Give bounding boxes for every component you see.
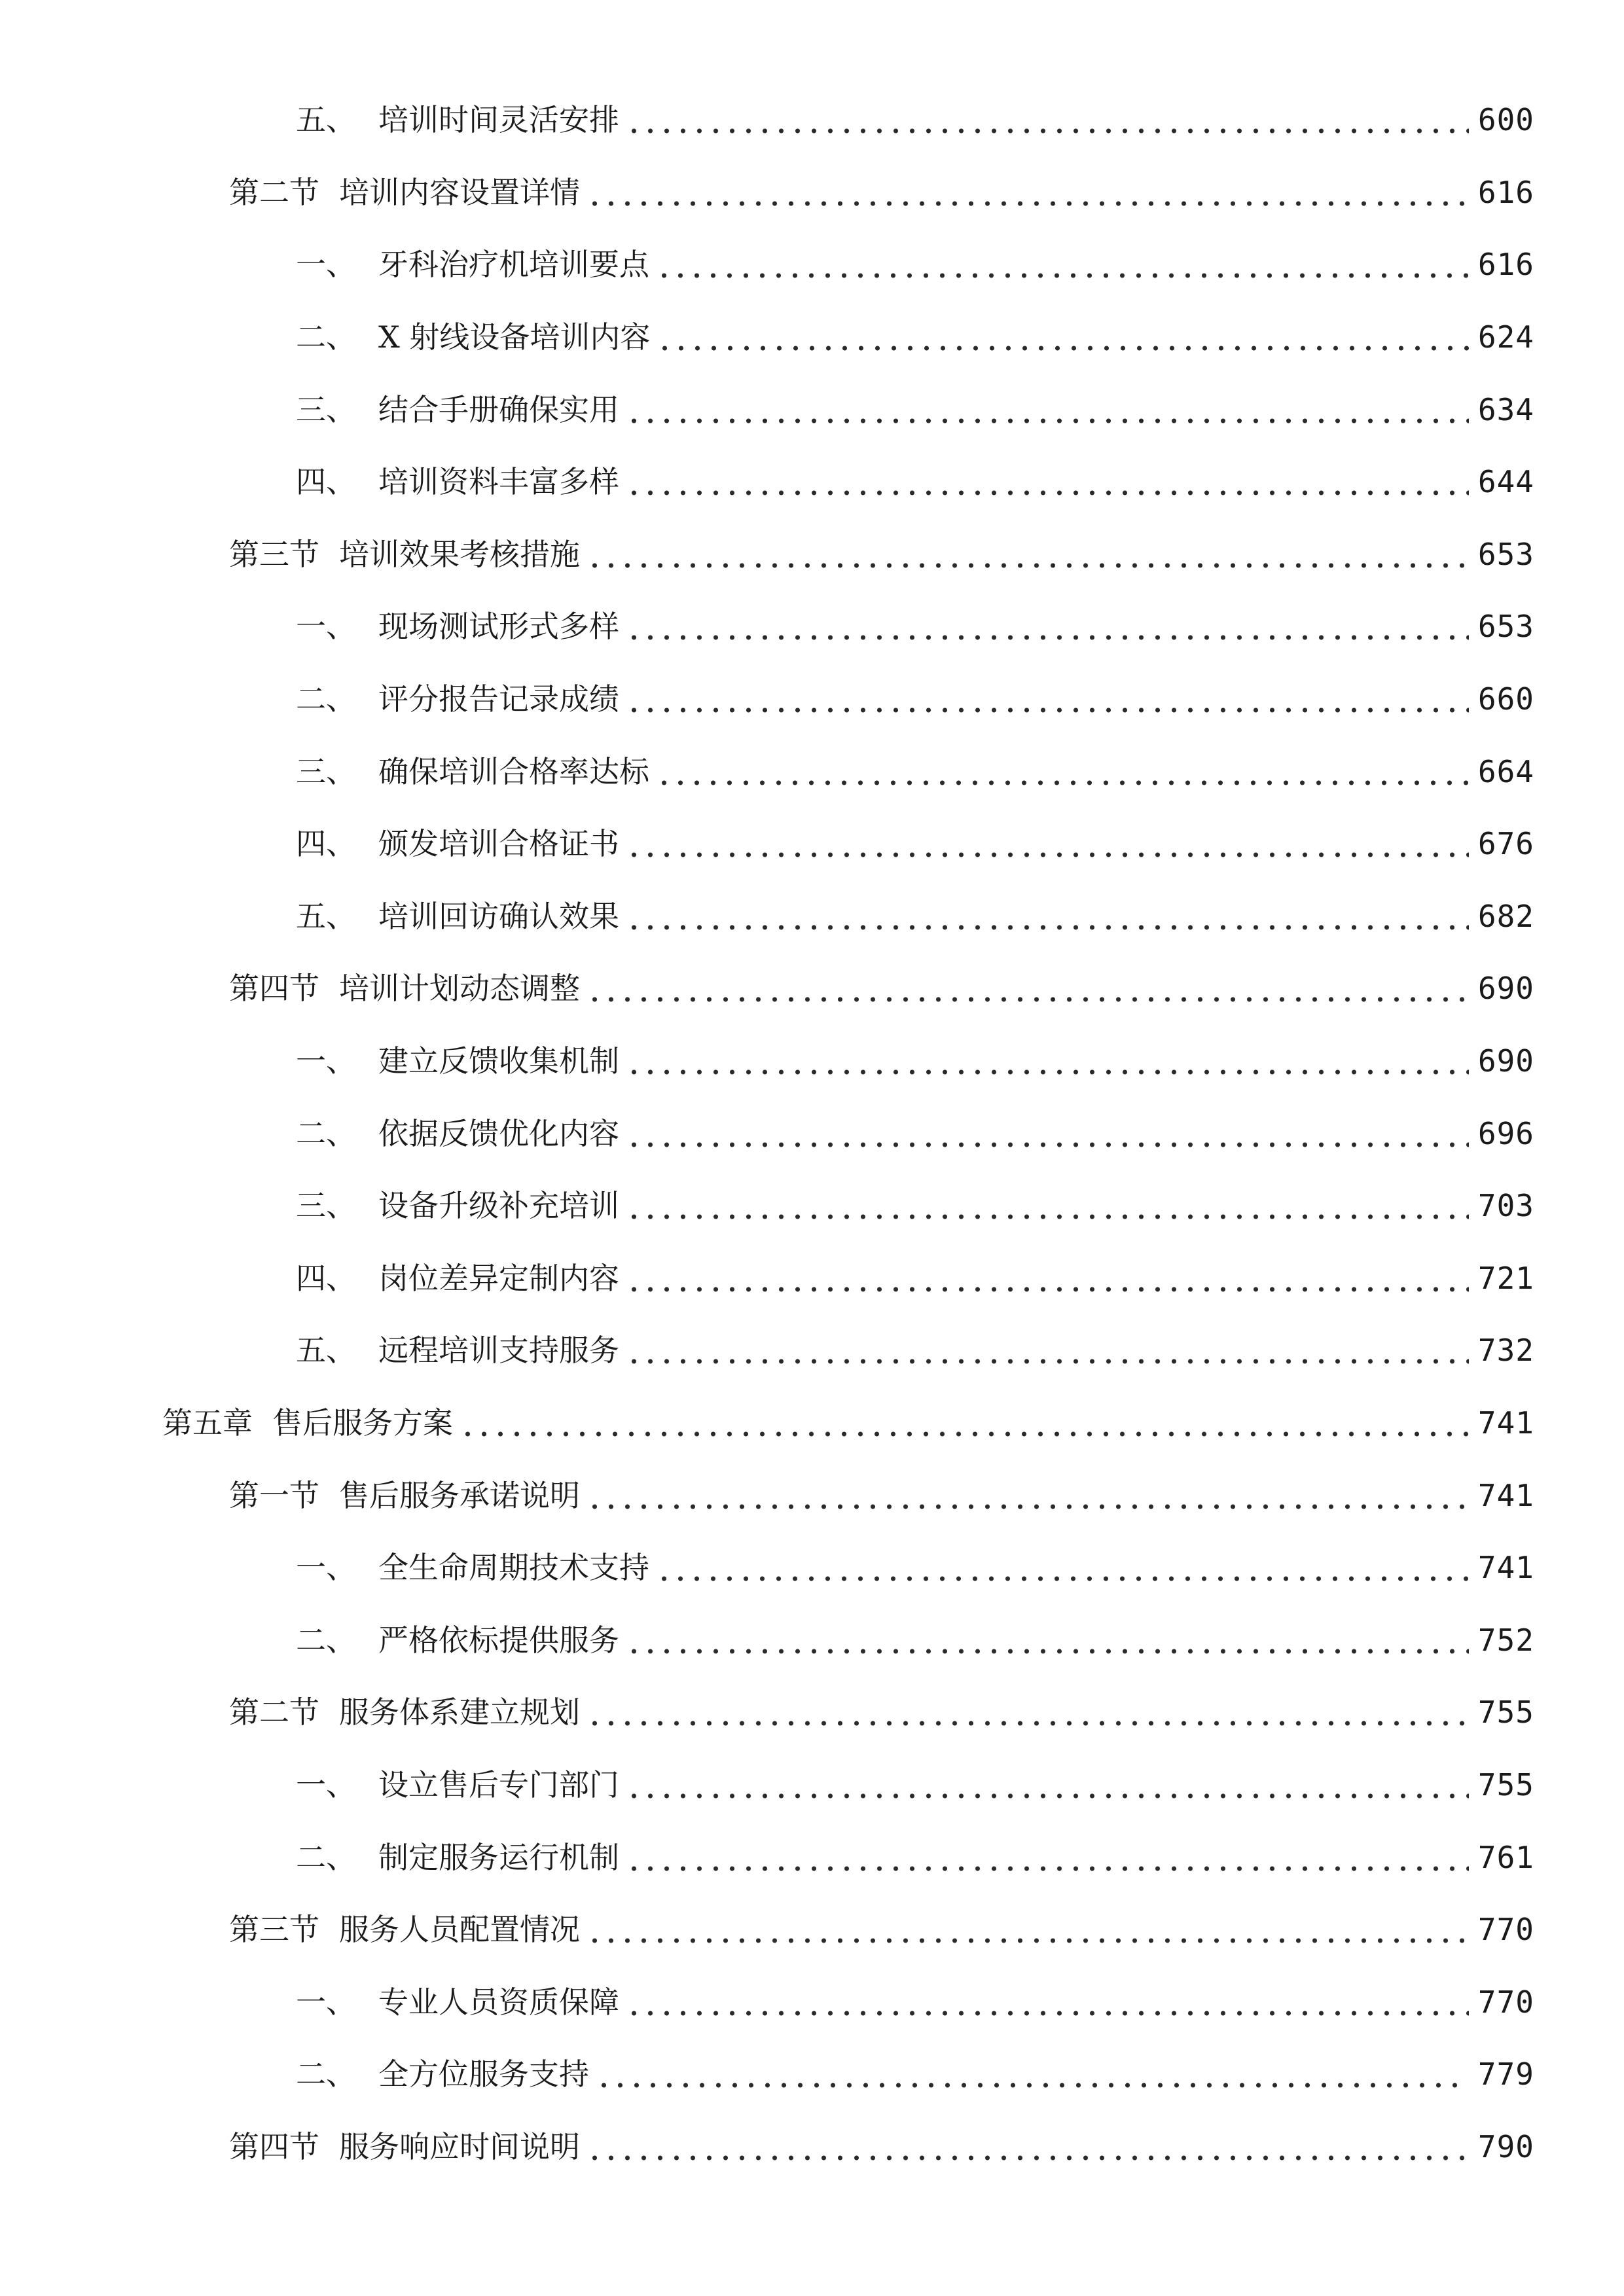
toc-dot-leader bbox=[626, 901, 1469, 931]
toc-dot-leader bbox=[626, 1191, 1469, 1221]
toc-page-number: 790 bbox=[1477, 2128, 1534, 2164]
toc-dot-leader bbox=[626, 1119, 1469, 1149]
toc-entry-marker: 二、 bbox=[296, 1622, 356, 1658]
toc-entry-marker: 五、 bbox=[296, 898, 356, 934]
toc-dot-leader bbox=[626, 1625, 1469, 1655]
table-of-contents bbox=[0, 84, 1624, 2183]
toc-entry-marker: 一、 bbox=[296, 1043, 356, 1079]
toc-dot-leader bbox=[586, 1914, 1469, 1945]
toc-subsection-entry[interactable] bbox=[0, 735, 1624, 808]
toc-dot-leader bbox=[626, 1335, 1469, 1365]
toc-entry-marker: 一、 bbox=[296, 609, 356, 645]
toc-dot-leader bbox=[626, 1770, 1469, 1800]
toc-page-number: 690 bbox=[1477, 971, 1534, 1007]
toc-section-entry[interactable] bbox=[0, 518, 1624, 591]
toc-dot-leader bbox=[586, 2132, 1469, 2162]
toc-dot-leader bbox=[626, 467, 1469, 497]
toc-page-number: 779 bbox=[1477, 2056, 1534, 2092]
toc-entry-title: 培训回访确认效果 bbox=[378, 898, 619, 934]
toc-subsection-entry[interactable] bbox=[0, 228, 1624, 301]
toc-page-number: 741 bbox=[1477, 1477, 1534, 1513]
toc-dot-leader bbox=[626, 1987, 1469, 2017]
toc-entry-marker: 第四节 bbox=[229, 2128, 319, 2164]
toc-entry-title: 培训计划动态调整 bbox=[339, 971, 580, 1007]
toc-subsection-entry[interactable] bbox=[0, 2038, 1624, 2111]
toc-entry-marker: 二、 bbox=[296, 1115, 356, 1151]
toc-entry-title: 售后服务方案 bbox=[272, 1405, 453, 1441]
toc-subsection-entry[interactable] bbox=[0, 1025, 1624, 1098]
toc-dot-leader bbox=[626, 1046, 1469, 1076]
toc-page-number: 690 bbox=[1477, 1043, 1534, 1079]
toc-page-number: 721 bbox=[1477, 1260, 1534, 1296]
toc-page-number: 644 bbox=[1477, 464, 1534, 500]
toc-page-number: 676 bbox=[1477, 826, 1534, 862]
toc-page-number: 761 bbox=[1477, 1839, 1534, 1875]
toc-subsection-entry[interactable] bbox=[0, 1604, 1624, 1676]
toc-dot-leader bbox=[626, 395, 1469, 425]
toc-subsection-entry[interactable] bbox=[0, 84, 1624, 156]
toc-entry-title: X 射线设备培训内容 bbox=[378, 319, 651, 355]
toc-entry-marker: 第二节 bbox=[229, 1695, 319, 1731]
toc-entry-title: 严格依标提供服务 bbox=[378, 1622, 619, 1658]
toc-page-number: 741 bbox=[1477, 1550, 1534, 1586]
toc-page-number: 752 bbox=[1477, 1622, 1534, 1658]
toc-entry-marker: 第五章 bbox=[162, 1405, 253, 1441]
toc-entry-title: 售后服务承诺说明 bbox=[339, 1477, 580, 1513]
toc-entry-title: 专业人员资质保障 bbox=[378, 1984, 619, 2020]
toc-entry-title: 远程培训支持服务 bbox=[378, 1333, 619, 1369]
toc-entry-marker: 三、 bbox=[296, 1188, 356, 1224]
toc-subsection-entry[interactable] bbox=[0, 590, 1624, 663]
toc-entry-title: 建立反馈收集机制 bbox=[378, 1043, 619, 1079]
toc-entry-marker: 一、 bbox=[296, 1767, 356, 1803]
toc-entry-title: 服务响应时间说明 bbox=[339, 2128, 580, 2164]
toc-dot-leader bbox=[626, 611, 1469, 641]
toc-subsection-entry[interactable] bbox=[0, 1242, 1624, 1315]
toc-subsection-entry[interactable] bbox=[0, 1170, 1624, 1242]
toc-entry-marker: 一、 bbox=[296, 247, 356, 283]
toc-section-entry[interactable] bbox=[0, 2111, 1624, 2183]
toc-entry-marker: 五、 bbox=[296, 102, 356, 138]
toc-entry-marker: 五、 bbox=[296, 1333, 356, 1369]
toc-dot-leader bbox=[626, 684, 1469, 714]
toc-entry-title: 依据反馈优化内容 bbox=[378, 1115, 619, 1151]
toc-entry-marker: 四、 bbox=[296, 1260, 356, 1296]
toc-section-entry[interactable] bbox=[0, 952, 1624, 1025]
toc-page-number: 624 bbox=[1477, 319, 1534, 355]
toc-entry-title: 培训资料丰富多样 bbox=[378, 464, 619, 500]
toc-dot-leader bbox=[596, 2059, 1469, 2089]
toc-entry-title: 岗位差异定制内容 bbox=[378, 1260, 619, 1296]
toc-page-number: 664 bbox=[1477, 753, 1534, 789]
toc-section-entry[interactable] bbox=[0, 1893, 1624, 1966]
toc-dot-leader bbox=[626, 1842, 1469, 1873]
toc-entry-title: 全方位服务支持 bbox=[378, 2056, 589, 2092]
toc-dot-leader bbox=[626, 829, 1469, 859]
toc-entry-marker: 二、 bbox=[296, 319, 356, 355]
toc-entry-title: 服务体系建立规划 bbox=[339, 1695, 580, 1731]
toc-dot-leader bbox=[656, 249, 1469, 279]
toc-subsection-entry[interactable] bbox=[0, 373, 1624, 446]
toc-section-entry[interactable] bbox=[0, 1459, 1624, 1532]
toc-entry-title: 确保培训合格率达标 bbox=[378, 753, 649, 789]
toc-page-number: 741 bbox=[1477, 1405, 1534, 1441]
toc-chapter-entry[interactable] bbox=[0, 1387, 1624, 1460]
toc-subsection-entry[interactable] bbox=[0, 1749, 1624, 1821]
toc-entry-marker: 第三节 bbox=[229, 536, 319, 572]
toc-subsection-entry[interactable] bbox=[0, 663, 1624, 736]
toc-section-entry[interactable] bbox=[0, 156, 1624, 229]
toc-page-number: 755 bbox=[1477, 1695, 1534, 1731]
toc-dot-leader bbox=[586, 973, 1469, 1003]
toc-entry-marker: 一、 bbox=[296, 1550, 356, 1586]
toc-dot-leader bbox=[657, 322, 1469, 352]
toc-page-number: 703 bbox=[1477, 1188, 1534, 1224]
toc-entry-title: 制定服务运行机制 bbox=[378, 1839, 619, 1875]
toc-subsection-entry[interactable] bbox=[0, 446, 1624, 518]
toc-entry-marker: 三、 bbox=[296, 753, 356, 789]
toc-entry-title: 现场测试形式多样 bbox=[378, 609, 619, 645]
toc-dot-leader bbox=[586, 1480, 1469, 1511]
toc-page-number: 696 bbox=[1477, 1115, 1534, 1151]
toc-page-number: 770 bbox=[1477, 1984, 1534, 2020]
toc-page-number: 755 bbox=[1477, 1767, 1534, 1803]
toc-entry-marker: 三、 bbox=[296, 391, 356, 427]
toc-dot-leader bbox=[626, 105, 1469, 135]
toc-entry-marker: 二、 bbox=[296, 1839, 356, 1875]
toc-entry-title: 服务人员配置情况 bbox=[339, 1912, 580, 1948]
toc-subsection-entry[interactable] bbox=[0, 301, 1624, 374]
toc-entry-title: 设备升级补充培训 bbox=[378, 1188, 619, 1224]
toc-entry-marker: 第三节 bbox=[229, 1912, 319, 1948]
toc-entry-marker: 二、 bbox=[296, 681, 356, 717]
toc-dot-leader bbox=[656, 757, 1469, 787]
toc-dot-leader bbox=[626, 1263, 1469, 1293]
toc-page-number: 634 bbox=[1477, 391, 1534, 427]
toc-entry-title: 培训内容设置详情 bbox=[339, 174, 580, 210]
toc-page-number: 653 bbox=[1477, 609, 1534, 645]
toc-dot-leader bbox=[586, 539, 1469, 569]
toc-entry-title: 设立售后专门部门 bbox=[378, 1767, 619, 1803]
toc-entry-title: 培训时间灵活安排 bbox=[378, 102, 619, 138]
toc-entry-title: 结合手册确保实用 bbox=[378, 391, 619, 427]
toc-entry-marker: 二、 bbox=[296, 2056, 356, 2092]
toc-dot-leader bbox=[586, 177, 1469, 207]
toc-entry-marker: 一、 bbox=[296, 1984, 356, 2020]
toc-subsection-entry[interactable] bbox=[0, 1821, 1624, 1893]
toc-entry-title: 牙科治疗机培训要点 bbox=[378, 247, 649, 283]
toc-entry-marker: 四、 bbox=[296, 826, 356, 862]
toc-subsection-entry[interactable] bbox=[0, 1097, 1624, 1170]
toc-page-number: 600 bbox=[1477, 102, 1534, 138]
toc-page-number: 732 bbox=[1477, 1333, 1534, 1369]
toc-subsection-entry[interactable] bbox=[0, 808, 1624, 880]
toc-entry-title: 颁发培训合格证书 bbox=[378, 826, 619, 862]
toc-entry-title: 培训效果考核措施 bbox=[339, 536, 580, 572]
toc-dot-leader bbox=[586, 1697, 1469, 1727]
toc-entry-title: 评分报告记录成绩 bbox=[378, 681, 619, 717]
toc-subsection-entry[interactable] bbox=[0, 1314, 1624, 1387]
toc-subsection-entry[interactable] bbox=[0, 1965, 1624, 2038]
toc-entry-marker: 第二节 bbox=[229, 174, 319, 210]
toc-dot-leader bbox=[656, 1552, 1469, 1583]
toc-page-number: 660 bbox=[1477, 681, 1534, 717]
toc-page-number: 770 bbox=[1477, 1912, 1534, 1948]
toc-subsection-entry[interactable] bbox=[0, 880, 1624, 953]
toc-entry-marker: 第一节 bbox=[229, 1477, 319, 1513]
toc-dot-leader bbox=[460, 1408, 1469, 1438]
toc-subsection-entry[interactable] bbox=[0, 1532, 1624, 1604]
toc-page-number: 616 bbox=[1477, 174, 1534, 210]
toc-entry-marker: 四、 bbox=[296, 464, 356, 500]
toc-page-number: 616 bbox=[1477, 247, 1534, 283]
toc-entry-marker: 第四节 bbox=[229, 971, 319, 1007]
toc-page-number: 682 bbox=[1477, 898, 1534, 934]
toc-entry-title: 全生命周期技术支持 bbox=[378, 1550, 649, 1586]
toc-page-number: 653 bbox=[1477, 536, 1534, 572]
toc-section-entry[interactable] bbox=[0, 1676, 1624, 1749]
